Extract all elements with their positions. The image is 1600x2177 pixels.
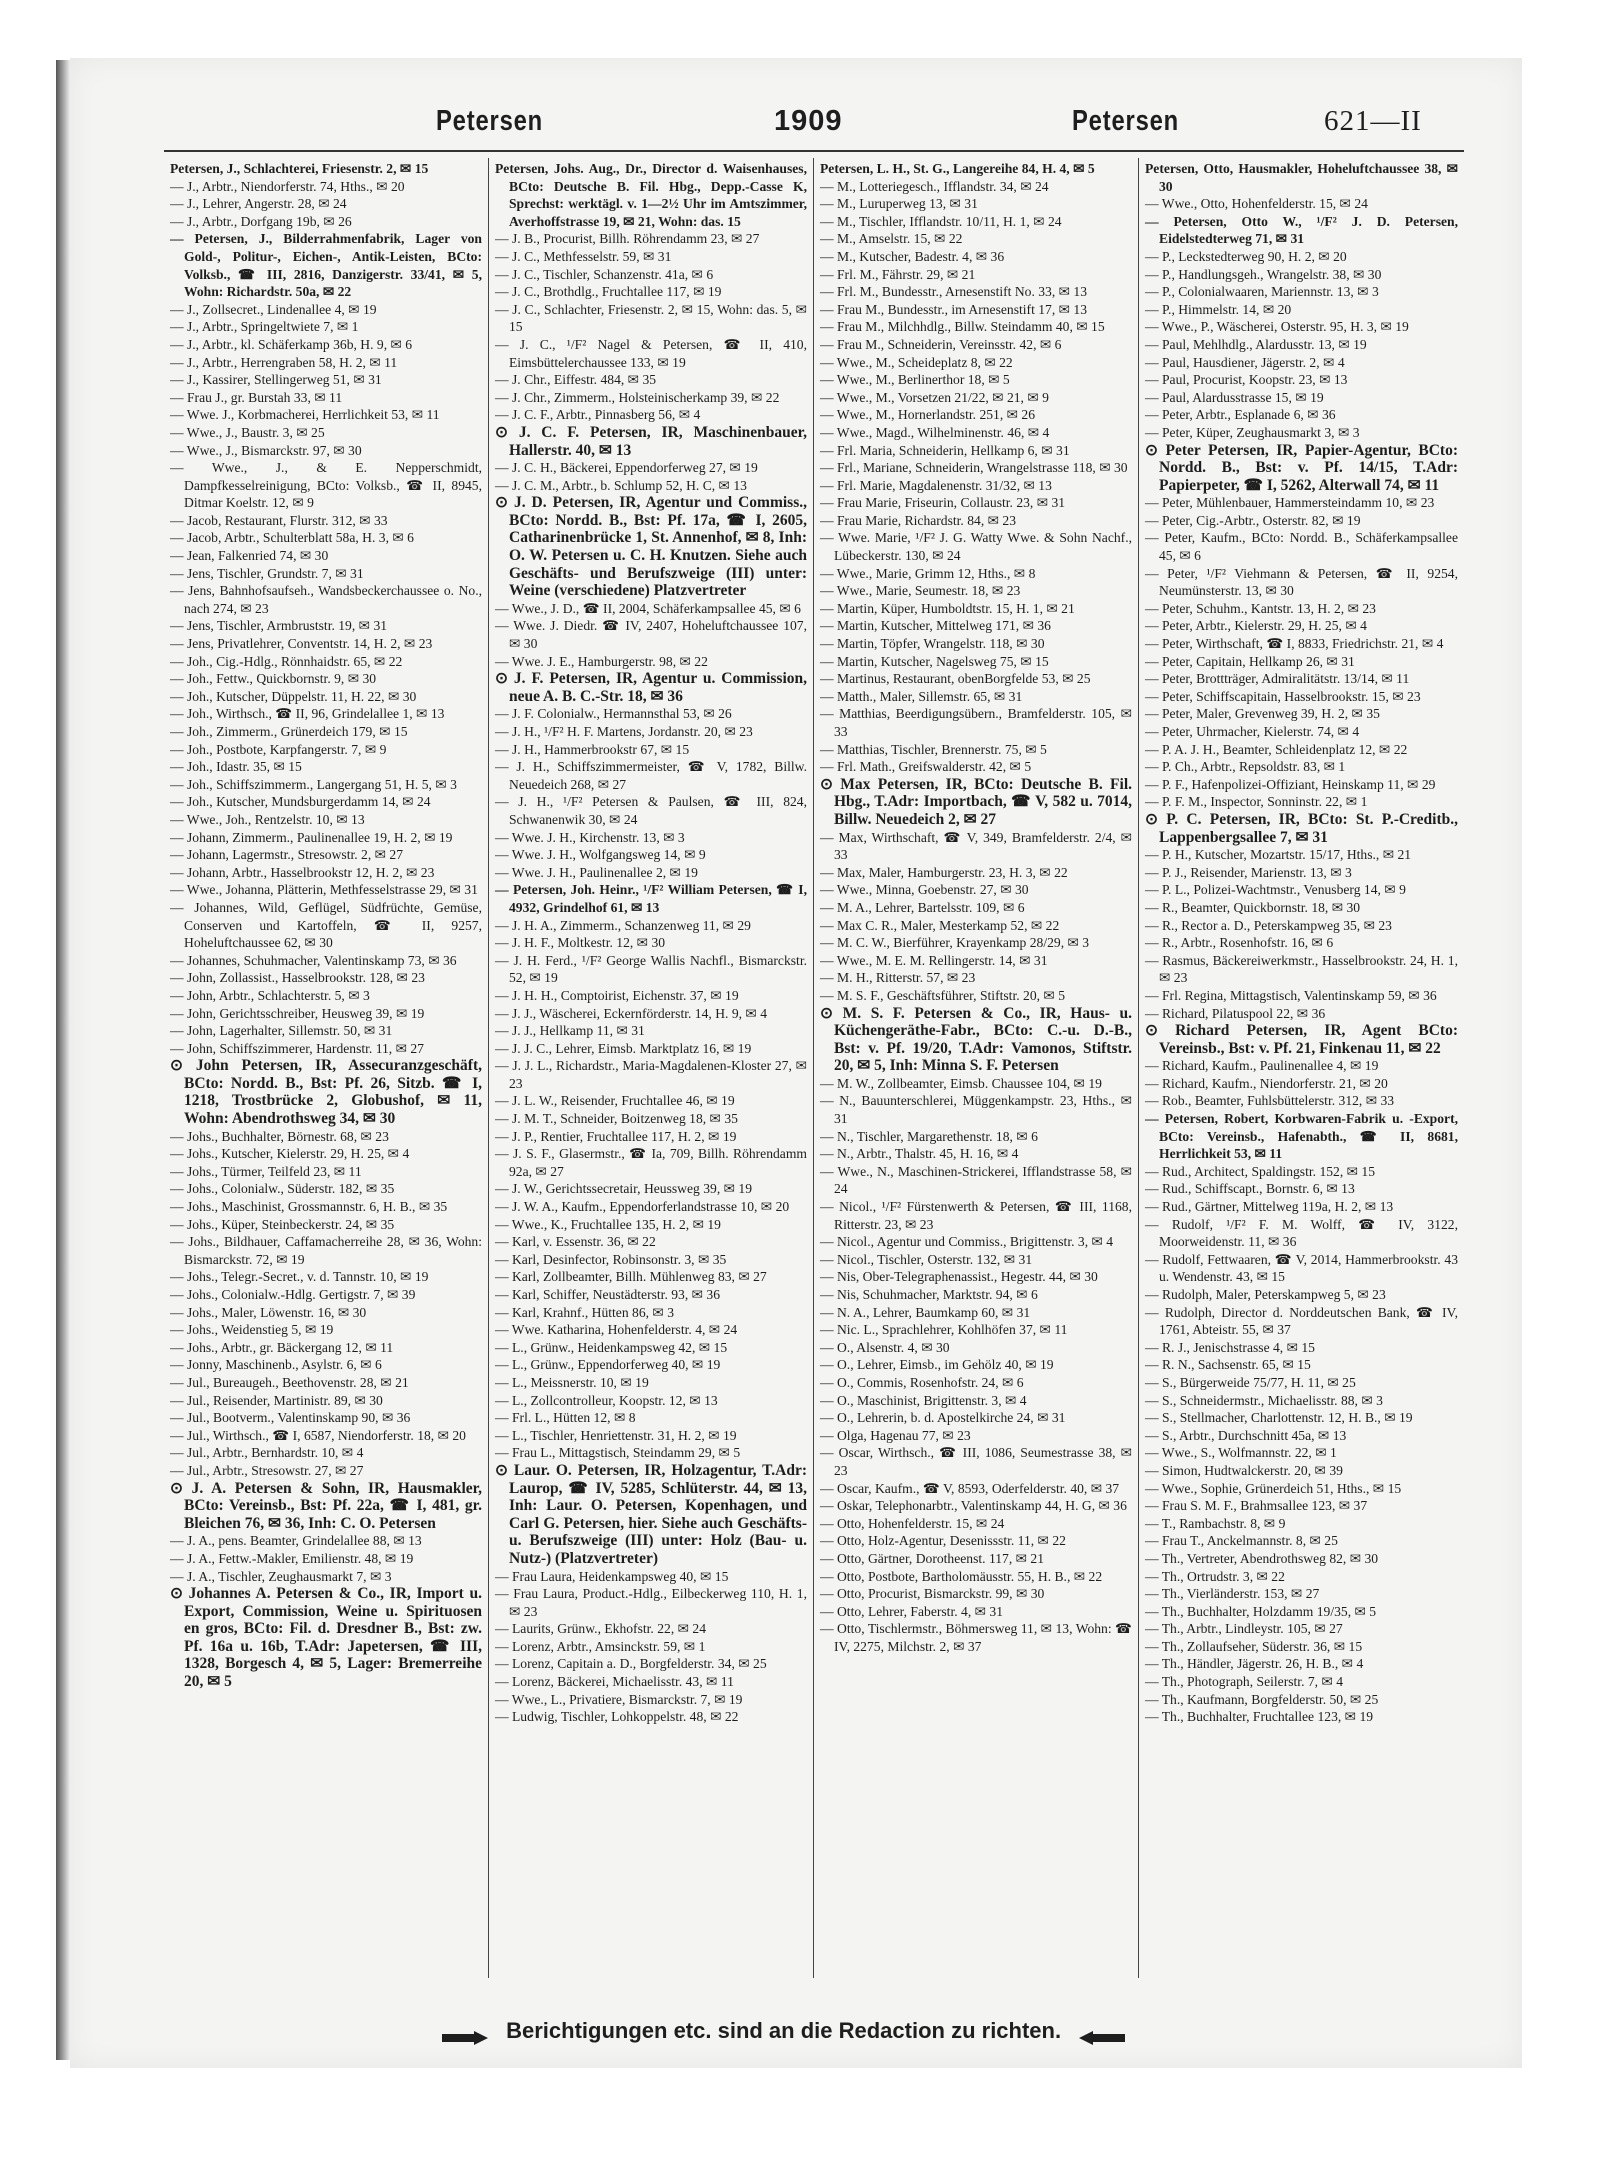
directory-entry: ⊙ Peter Petersen, IR, Papier-Agentur, BCto: Nordd. B., Bst: v. Pf. 14/15, T.Adr: Papierpeter, ☎ I, 5262, Alterwall 74, ✉ 11: [1145, 441, 1458, 494]
directory-entry: — M., Kutscher, Badestr. 4, ✉ 36: [820, 248, 1005, 264]
directory-entry: — J. H. Ferd., ¹/F² George Wallis Nachfl., Bismarckstr. 52, ✉ 19: [495, 952, 807, 986]
directory-entry: — Wwe., K., Fruchtallee 135, H. 2, ✉ 19: [495, 1216, 721, 1232]
directory-entry: — J., Lehrer, Angerstr. 28, ✉ 24: [170, 196, 347, 212]
directory-entry: — R., Arbtr., Rosenhofstr. 16, ✉ 6: [1145, 935, 1334, 951]
directory-entry: — Nicol., Tischler, Osterstr. 132, ✉ 31: [820, 1251, 1033, 1267]
directory-entry: — Rasmus, Bäckereiwerkmstr., Hasselbrookstr. 24, H. 1, ✉ 23: [1145, 952, 1458, 986]
directory-entry: — P. F. M., Inspector, Sonninstr. 22, ✉ 1: [1145, 794, 1368, 810]
directory-entry: — Frl., Mariane, Schneiderin, Wrangelstrasse 118, ✉ 30: [820, 460, 1128, 476]
directory-entry: — N., Arbtr., Thalstr. 45, H. 16, ✉ 4: [820, 1146, 1019, 1162]
directory-entry: — Peter, Arbtr., Kielerstr. 29, H. 25, ✉ 4: [1145, 618, 1367, 634]
directory-entry: — Wwe. Marie, ¹/F² J. G. Watty Wwe. & Sohn Nachf., Lübeckerstr. 130, ✉ 24: [820, 530, 1132, 564]
directory-entry: — Oskar, Telephonarbtr., Valentinskamp 44, H. G, ✉ 36: [820, 1498, 1127, 1514]
directory-entry: — J. B., Procurist, Billh. Röhrendamm 23, ✉ 27: [495, 231, 760, 247]
directory-entry: — Wwe., J., & E. Nepperschmidt, Dampfkesselreinigung, BCto: Volksb., ☎ II, 8945, Ditmar Koelstr. 12, ✉ 9: [170, 460, 482, 511]
directory-entry: — Rudolph, Director d. Norddeutschen Bank, ☎ IV, 1761, Abteistr. 55, ✉ 37: [1145, 1304, 1458, 1338]
directory-entry: — J. A., Fettw.-Makler, Emilienstr. 48, ✉ 19: [170, 1550, 414, 1566]
directory-entry: — Jacob, Restaurant, Flurstr. 312, ✉ 33: [170, 512, 388, 528]
directory-entry: — Joh., Idastr. 35, ✉ 15: [170, 759, 302, 775]
directory-entry: Petersen, L. H., St. G., Langereihe 84, H. 4, ✉ 5: [820, 161, 1095, 176]
directory-entry: — Max C. R., Maler, Mesterkamp 52, ✉ 22: [820, 917, 1060, 933]
directory-entry: — Wwe., Johanna, Plätterin, Methfesselstrasse 29, ✉ 31: [170, 882, 478, 898]
directory-entry: — Th., Zollaufseher, Süderstr. 36, ✉ 15: [1145, 1638, 1363, 1654]
directory-entry: — J. A., pens. Beamter, Grindelallee 88, ✉ 13: [170, 1533, 422, 1549]
directory-entry: — J., Arbtr., Herrengraben 58, H. 2, ✉ 11: [170, 354, 398, 370]
directory-entry: — Matth., Maler, Sillemstr. 65, ✉ 31: [820, 688, 1023, 704]
directory-entry: — Frl. L., Hütten 12, ✉ 8: [495, 1410, 636, 1426]
directory-entry: ⊙ Johannes A. Petersen & Co., IR, Import u. Export, Commission, Weine u. Spirituosen en gros, BCto: Fil. d. Dresdner B., Bst: zw. Pf. 16a u. 16b, T.Adr: Japetersen, ☎ III, 1328, Borgesch 4, ✉ 5, Lager: Bremerreihe 20, ✉ 5: [170, 1585, 482, 1691]
directory-entry: — Jul., Arbtr., Bernhardstr. 10, ✉ 4: [170, 1445, 364, 1461]
directory-entry: — Karl, Schiffer, Neustädterstr. 93, ✉ 36: [495, 1287, 721, 1302]
directory-entry: — J., Arbtr., Niendorferstr. 74, Hths., ✉ 20: [170, 178, 405, 194]
directory-entry: — Wwe., M., Berlinerthor 18, ✉ 5: [820, 372, 1010, 388]
directory-entry: — Frau L., Mittagstisch, Steindamm 29, ✉ 5: [495, 1445, 741, 1461]
directory-entry: — J. Chr., Zimmerm., Holsteinischerkamp 39, ✉ 22: [495, 389, 780, 405]
pointing-hand-right-icon: [440, 2025, 490, 2039]
directory-entry: — Nicol., Agentur und Commiss., Brigittenstr. 3, ✉ 4: [820, 1234, 1114, 1250]
directory-entry: — R. J., Jenischstrasse 4, ✉ 15: [1145, 1339, 1315, 1355]
directory-entry: — Jul., Bureaugeh., Beethovenstr. 28, ✉ 21: [170, 1374, 409, 1390]
directory-entry: — P. L., Polizei-Wachtmstr., Venusberg 14, ✉ 9: [1145, 882, 1406, 898]
directory-entry: Petersen, Johs. Aug., Dr., Director d. Waisenhauses, BCto: Deutsche B. Fil. Hbg., Depp.-Casse K, Sprechst: werktägl. v. 1—2½ Uhr im Amtszimmer, Averhoffstrasse 19, ✉ 21, Wohn: das. 15: [495, 161, 807, 229]
directory-entry: — Wwe., M. E. M. Rellingerstr. 14, ✉ 31: [820, 952, 1048, 968]
directory-entry: — Paul, Hausdiener, Jägerstr. 2, ✉ 4: [1145, 354, 1345, 370]
directory-entry: — Otto, Hohenfelderstr. 15, ✉ 24: [820, 1515, 1005, 1531]
directory-entry: — Jean, Falkenried 74, ✉ 30: [170, 548, 329, 564]
directory-entry: — Th., Photograph, Seilerstr. 7, ✉ 4: [1145, 1674, 1344, 1690]
directory-entry: — Jul., Wirthsch., ☎ I, 6587, Niendorferstr. 18, ✉ 20: [170, 1427, 466, 1443]
directory-entry: — Frau Laura, Heidenkampsweg 40, ✉ 15: [495, 1568, 729, 1584]
directory-entry: — Karl, v. Essenstr. 36, ✉ 22: [495, 1234, 656, 1250]
directory-entry: — J. H. F., Moltkestr. 12, ✉ 30: [495, 935, 666, 951]
directory-column-4: [1139, 158, 1464, 1978]
directory-entry: — J. H. H., Comptoirist, Eichenstr. 37, ✉ 19: [495, 987, 739, 1003]
directory-entry: — Martinus, Restaurant, obenBorgfelde 53, ✉ 25: [820, 671, 1091, 687]
directory-entry: — Frl. M., Fährstr. 29, ✉ 21: [820, 266, 976, 282]
directory-entry: — John, Gerichtsschreiber, Heusweg 39, ✉ 19: [170, 1005, 425, 1021]
directory-entry: — Otto, Holz-Agentur, Desenissstr. 11, ✉ 22: [820, 1533, 1066, 1549]
directory-entry: — Jul., Bootverm., Valentinskamp 90, ✉ 36: [170, 1410, 411, 1426]
directory-entry: — Peter, Schuhm., Kantstr. 13, H. 2, ✉ 23: [1145, 600, 1376, 616]
directory-entry: — Frl. M., Bundesstr., Arnesenstift No. 33, ✉ 13: [820, 284, 1088, 300]
directory-entry: — Frau S. M. F., Brahmsallee 123, ✉ 37: [1145, 1498, 1368, 1514]
directory-entry: — J. J., Hellkamp 11, ✉ 31: [495, 1023, 645, 1039]
directory-entry: — J. W., Gerichtssecretair, Heussweg 39, ✉ 19: [495, 1181, 752, 1197]
directory-entry: — P. J., Reisender, Marienstr. 13, ✉ 3: [1145, 864, 1352, 880]
directory-entry: — J. P., Rentier, Fruchtallee 117, H. 2, ✉ 19: [495, 1128, 737, 1144]
directory-entry: — Ludwig, Tischler, Lohkoppelstr. 48, ✉ 22: [495, 1709, 739, 1725]
directory-entry: — Wwe. J. H., Kirchenstr. 13, ✉ 3: [495, 829, 685, 845]
directory-entry: — Joh., Wirthsch., ☎ II, 96, Grindelallee 1, ✉ 13: [170, 706, 445, 722]
directory-entry: — Johs., Arbtr., gr. Bäckergang 12, ✉ 11: [170, 1339, 394, 1355]
directory-entry: — Petersen, J., Bilderrahmenfabrik, Lager von Gold-, Politur-, Eichen-, Antik-Leisten, BCto: Volksb., ☎ III, 2816, Danzigerstr. 33/41, ✉ 5, Wohn: Richardstr. 50a, ✉ 22: [170, 231, 482, 300]
directory-entry: — Rud., Schiffscapt., Bornstr. 6, ✉ 13: [1145, 1181, 1355, 1197]
directory-entry: — P., Colonialwaaren, Mariennstr. 13, ✉ 3: [1145, 284, 1379, 300]
directory-entry: — Nicol., ¹/F² Fürstenwerth & Petersen, ☎ III, 1168, Ritterstr. 23, ✉ 23: [820, 1199, 1132, 1232]
directory-entry: — Laurits, Grünw., Ekhofstr. 22, ✉ 24: [495, 1621, 706, 1637]
directory-entry: Petersen, J., Schlachterei, Friesenstr. 2, ✉ 15: [170, 161, 429, 176]
directory-entry: — J., Zollsecret., Lindenallee 4, ✉ 19: [170, 301, 377, 317]
directory-entry: — Wwe., P., Wäscherei, Osterstr. 95, H. 3, ✉ 19: [1145, 319, 1409, 335]
directory-entry: — Nic. L., Sprachlehrer, Kohlhöfen 37, ✉ 11: [820, 1322, 1068, 1338]
directory-entry: — Wwe., L., Privatiere, Bismarckstr. 7, ✉ 19: [495, 1691, 743, 1707]
directory-entry: — Wwe., M., Scheideplatz 8, ✉ 22: [820, 354, 1013, 370]
directory-entry: — Peter, Capitain, Hellkamp 26, ✉ 31: [1145, 653, 1355, 669]
directory-entry: — Karl, Desinfector, Robinsonstr. 3, ✉ 35: [495, 1251, 727, 1267]
directory-entry: — Martin, Kutscher, Nagelsweg 75, ✉ 15: [820, 653, 1049, 669]
header-surname-right: Petersen: [1072, 105, 1180, 137]
directory-entry: — S., Arbtr., Durchschnitt 45a, ✉ 13: [1145, 1427, 1347, 1443]
header-surname-left: Petersen: [436, 105, 544, 137]
directory-entry: — Matthias, Beerdigungsübern., Bramfelderstr. 105, ✉ 33: [820, 706, 1132, 739]
directory-entry: — Wwe., J., Baustr. 3, ✉ 25: [170, 424, 325, 440]
directory-entry: — Paul, Procurist, Koopstr. 23, ✉ 13: [1145, 372, 1348, 388]
directory-entry: — Frau Marie, Friseurin, Collaustr. 23, ✉ 31: [820, 495, 1066, 511]
directory-entry: — M. A., Lehrer, Bartelsstr. 109, ✉ 6: [820, 899, 1025, 915]
directory-entry: — S., Stellmacher, Charlottenstr. 12, H. B., ✉ 19: [1145, 1410, 1413, 1426]
directory-entry: — Peter, Schiffscapitain, Hasselbrookstr. 15, ✉ 23: [1145, 688, 1421, 704]
directory-entry: — Joh., Cig.-Hdlg., Rönnhaidstr. 65, ✉ 22: [170, 653, 403, 669]
directory-entry: — J. L. W., Reisender, Fruchtallee 46, ✉ 19: [495, 1093, 735, 1109]
directory-entry: — Richard, Kaufm., Niendorferstr. 21, ✉ 20: [1145, 1075, 1388, 1091]
directory-entry: — Simon, Hudtwalckerstr. 20, ✉ 39: [1145, 1462, 1343, 1478]
directory-entry: — Frl. Math., Greifswalderstr. 42, ✉ 5: [820, 759, 1032, 775]
directory-entry: — Th., Buchhalter, Holzdamm 19/35, ✉ 5: [1145, 1603, 1377, 1619]
directory-entry: — Wwe., Joh., Rentzelstr. 10, ✉ 13: [170, 811, 365, 827]
directory-entry: — Johann, Lagermstr., Stresowstr. 2, ✉ 27: [170, 847, 404, 863]
directory-entry: — Johs., Maschinist, Grossmannstr. 6, H. B., ✉ 35: [170, 1199, 448, 1215]
directory-entry: — Nis, Ober-Telegraphenassist., Hegestr. 44, ✉ 30: [820, 1269, 1098, 1285]
directory-entry: — J. C. H., Bäckerei, Eppendorferweg 27, ✉ 19: [495, 460, 758, 476]
directory-entry: — Peter, Maler, Grevenweg 39, H. 2, ✉ 35: [1145, 706, 1380, 722]
directory-entry: ⊙ Max Petersen, IR, BCto: Deutsche B. Fil. Hbg., T.Adr: Importbach, ☎ V, 582 u. 7014, Billw. Neuedeich 2, ✉ 27: [820, 775, 1132, 828]
directory-entry: — Joh., Postbote, Karpfangerstr. 7, ✉ 9: [170, 741, 387, 757]
directory-entry: — Otto, Lehrer, Faberstr. 4, ✉ 31: [820, 1603, 1003, 1619]
directory-entry: — Johs., Maler, Löwenstr. 16, ✉ 30: [170, 1304, 367, 1320]
directory-entry: — Jonny, Maschinenb., Asylstr. 6, ✉ 6: [170, 1357, 382, 1373]
directory-entry: — Wwe. J. H., Wolfgangsweg 14, ✉ 9: [495, 847, 706, 863]
directory-entry: — Johs., Küper, Steinbeckerstr. 24, ✉ 35: [170, 1216, 395, 1232]
directory-entry: — Frau M., Schneiderin, Vereinsstr. 42, ✉ 6: [820, 336, 1062, 352]
directory-entry: — Wwe., M., Hornerlandstr. 251, ✉ 26: [820, 407, 1036, 423]
directory-column-1: [164, 158, 489, 1978]
directory-entry: — P., Handlungsgeh., Wrangelstr. 38, ✉ 30: [1145, 266, 1382, 282]
directory-entry: — Wwe. Katharina, Hohenfelderstr. 4, ✉ 24: [495, 1322, 738, 1338]
directory-entry: — P. F., Hafenpolizei-Offiziant, Heinskamp 11, ✉ 29: [1145, 776, 1436, 792]
directory-entry: — Rud., Architect, Spaldingstr. 152, ✉ 15: [1145, 1163, 1376, 1179]
directory-entry: — Peter, Uhrmacher, Kielerstr. 74, ✉ 4: [1145, 724, 1360, 739]
directory-entry: — Petersen, Joh. Heinr., ¹/F² William Petersen, ☎ I, 4932, Grindelhof 61, ✉ 13: [495, 882, 807, 915]
directory-entry: — J. C., Brothdlg., Fruchtallee 117, ✉ 19: [495, 284, 722, 300]
directory-columns: [164, 158, 1464, 1978]
directory-entry: — Johs., Buchhalter, Börnestr. 68, ✉ 23: [170, 1128, 389, 1144]
directory-entry: — Johann, Arbtr., Hasselbrookstr 12, H. 2, ✉ 23: [170, 864, 435, 880]
footer-notice: Berichtigungen etc. sind an die Redaction zu richten.: [506, 2018, 1062, 2043]
directory-entry: — O., Commis, Rosenhofstr. 24, ✉ 6: [820, 1374, 1024, 1390]
directory-entry: — O., Alsenstr. 4, ✉ 30: [820, 1339, 950, 1355]
directory-entry: — J. C., ¹/F² Nagel & Petersen, ☎ II, 410, Eimsbüttelerchaussee 133, ✉ 19: [495, 336, 807, 370]
directory-entry: — Matthias, Tischler, Brennerstr. 75, ✉ 5: [820, 741, 1047, 757]
directory-entry: — Th., Arbtr., Lindleystr. 105, ✉ 27: [1145, 1621, 1343, 1637]
directory-entry: — Johannes, Schuhmacher, Valentinskamp 73, ✉ 36: [170, 952, 457, 968]
directory-entry: — Wwe., N., Maschinen-Strickerei, Ifflandstrasse 58, ✉ 24: [820, 1163, 1132, 1197]
directory-entry: — Lorenz, Bäckerei, Michaelisstr. 43, ✉ 11: [495, 1674, 734, 1690]
directory-entry: ⊙ J. C. F. Petersen, IR, Maschinenbauer, Hallerstr. 40, ✉ 13: [495, 423, 807, 459]
directory-entry: — Frau M., Milchhdlg., Billw. Steindamm 40, ✉ 15: [820, 319, 1105, 335]
directory-entry: — Peter, Brottträger, Admiralitätstr. 13/14, ✉ 11: [1145, 671, 1410, 687]
directory-entry: — T., Rambachstr. 8, ✉ 9: [1145, 1515, 1286, 1531]
directory-entry: — Max, Wirthschaft, ☎ V, 349, Bramfelderstr. 2/4, ✉ 33: [820, 829, 1132, 863]
directory-entry: — Frl. Maria, Schneiderin, Hellkamp 6, ✉ 31: [820, 442, 1070, 458]
directory-entry: — Peter, Küper, Zeughausmarkt 3, ✉ 3: [1145, 424, 1360, 440]
directory-entry: — Joh., Kutscher, Mundsburgerdamm 14, ✉ 24: [170, 794, 431, 810]
directory-entry: — Petersen, Robert, Korbwaren-Fabrik u. -Export, BCto: Vereinsb., Hafenabth., ☎ II, 8681, Herrlichkeit 53, ✉ 11: [1145, 1111, 1458, 1162]
directory-entry: — Wwe., J., Bismarckstr. 97, ✉ 30: [170, 442, 362, 458]
directory-entry: — J. C. F., Arbtr., Pinnasberg 56, ✉ 4: [495, 407, 701, 423]
directory-entry: — Wwe., Marie, Grimm 12, Hths., ✉ 8: [820, 565, 1036, 581]
directory-entry: — Martin, Töpfer, Wrangelstr. 118, ✉ 30: [820, 636, 1045, 652]
directory-entry: — Karl, Zollbeamter, Billh. Mühlenweg 83, ✉ 27: [495, 1269, 767, 1285]
directory-entry: — J. H., Hammerbrookstr 67, ✉ 15: [495, 741, 690, 757]
directory-entry: — Peter, Cig.-Arbtr., Osterstr. 82, ✉ 19: [1145, 512, 1361, 528]
directory-entry: — Peter, Arbtr., Esplanade 6, ✉ 36: [1145, 407, 1336, 423]
directory-entry: — N., Bauunterschlerei, Müggenkampstr. 23, Hths., ✉ 31: [820, 1093, 1132, 1127]
directory-entry: — Martin, Küper, Humboldtstr. 15, H. 1, ✉ 21: [820, 600, 1075, 616]
directory-entry: — J., Arbtr., kl. Schäferkamp 36b, H. 9, ✉ 6: [170, 336, 413, 352]
directory-entry: — M., Luruperweg 13, ✉ 31: [820, 196, 978, 212]
directory-entry: — John, Lagerhalter, Sillemstr. 50, ✉ 31: [170, 1023, 393, 1039]
directory-entry: — Peter, ¹/F² Viehmann & Petersen, ☎ II, 9254, Neumünsterstr. 13, ✉ 30: [1145, 565, 1458, 599]
directory-entry: — Wwe. J. Diedr. ☎ IV, 2407, Hoheluftchaussee 107, ✉ 30: [495, 618, 807, 652]
directory-entry: — Jul., Reisender, Martinistr. 89, ✉ 30: [170, 1392, 383, 1408]
directory-entry: — Rob., Beamter, Fuhlsbüttelerstr. 312, ✉ 33: [1145, 1093, 1395, 1109]
directory-entry: — J. M. T., Schneider, Boitzenweg 18, ✉ 35: [495, 1111, 738, 1127]
directory-entry: ⊙ Richard Petersen, IR, Agent BCto: Vereinsb., Bst: v. Pf. 21, Finkenau 11, ✉ 22: [1145, 1022, 1458, 1057]
directory-entry: — Lorenz, Arbtr., Amsinckstr. 59, ✉ 1: [495, 1638, 706, 1654]
directory-entry: — Johs., Colonialw.-Hdlg. Gertigstr. 7, ✉ 39: [170, 1287, 416, 1302]
directory-entry: — Th., Kaufmann, Borgfelderstr. 50, ✉ 25: [1145, 1691, 1379, 1707]
directory-entry: — Wwe., Otto, Hohenfelderstr. 15, ✉ 24: [1145, 196, 1368, 212]
directory-entry: — S., Schneidermstr., Michaelisstr. 88, ✉ 3: [1145, 1392, 1383, 1408]
directory-entry: — Peter, Mühlenbauer, Hammersteindamm 10, ✉ 23: [1145, 495, 1435, 511]
directory-entry: — S., Bürgerweide 75/77, H. 11, ✉ 25: [1145, 1374, 1356, 1390]
directory-entry: — Johs., Weidenstieg 5, ✉ 19: [170, 1322, 334, 1338]
directory-entry: — R. N., Sachsenstr. 65, ✉ 15: [1145, 1357, 1311, 1373]
directory-entry: — Rudolph, Maler, Peterskampweg 5, ✉ 23: [1145, 1287, 1386, 1302]
directory-entry: — Wwe., J. D., ☎ II, 2004, Schäferkampsallee 45, ✉ 6: [495, 600, 801, 616]
directory-entry: — P. Ch., Arbtr., Repsoldstr. 83, ✉ 1: [1145, 759, 1346, 775]
directory-entry: — Lorenz, Capitain a. D., Borgfelderstr. 34, ✉ 25: [495, 1656, 767, 1672]
directory-entry: — J. F. Colonialw., Hermannsthal 53, ✉ 26: [495, 706, 732, 722]
directory-entry: — R., Beamter, Quickbornstr. 18, ✉ 30: [1145, 899, 1361, 915]
directory-entry: — Joh., Kutscher, Düppelstr. 11, H. 22, ✉ 30: [170, 688, 417, 704]
directory-entry: — Johann, Zimmerm., Paulinenallee 19, H. 2, ✉ 19: [170, 829, 453, 845]
directory-entry: — O., Maschinist, Brigittenstr. 3, ✉ 4: [820, 1392, 1027, 1408]
directory-entry: — Johs., Bildhauer, Caffamacherreihe 28, ✉ 36, Wohn: Bismarckstr. 72, ✉ 19: [170, 1234, 482, 1267]
directory-entry: — Jens, Privatlehrer, Conventstr. 14, H. 2, ✉ 23: [170, 636, 433, 652]
directory-entry: — Frau J., gr. Burstah 33, ✉ 11: [170, 389, 343, 405]
directory-entry: — Johs., Telegr.-Secret., v. d. Tannstr. 10, ✉ 19: [170, 1269, 429, 1285]
directory-entry: — J. C., Schlachter, Friesenstr. 2, ✉ 15, Wohn: das. 5, ✉ 15: [495, 301, 807, 335]
directory-entry: ⊙ J. A. Petersen & Sohn, IR, Hausmakler, BCto: Vereinsb., Bst: Pf. 22a, ☎ I, 481, gr. Bleichen 76, ✉ 36, Inh: C. O. Petersen: [170, 1479, 482, 1532]
directory-entry: — J. H., Schiffszimmermeister, ☎ V, 1782, Billw. Neuedeich 268, ✉ 27: [495, 759, 807, 792]
directory-entry: — M. W., Zollbeamter, Eimsb. Chaussee 104, ✉ 19: [820, 1075, 1102, 1091]
directory-entry: — Martin, Kutscher, Mittelweg 171, ✉ 36: [820, 618, 1051, 634]
page-header: [160, 105, 1460, 153]
directory-entry: — Th., Vertreter, Abendrothsweg 82, ✉ 30: [1145, 1550, 1379, 1566]
directory-entry: — J. Chr., Eiffestr. 484, ✉ 35: [495, 372, 657, 388]
directory-entry: — Th., Händler, Jägerstr. 26, H. B., ✉ 4: [1145, 1656, 1364, 1672]
directory-column-2: [489, 158, 814, 1978]
directory-entry: — Otto, Tischlermstr., Böhmersweg 11, ✉ 13, Wohn: ☎ IV, 2275, Milchstr. 2, ✉ 37: [820, 1621, 1132, 1654]
directory-entry: — Wwe., Sophie, Grünerdeich 51, Hths., ✉ 15: [1145, 1480, 1402, 1496]
directory-entry: — Jul., Arbtr., Stresowstr. 27, ✉ 27: [170, 1462, 364, 1478]
directory-entry: — J. J. C., Lehrer, Eimsb. Marktplatz 16, ✉ 19: [495, 1040, 752, 1056]
directory-entry: — P., Leckstedterweg 90, H. 2, ✉ 20: [1145, 248, 1347, 264]
directory-entry: — Wwe. J. H., Paulinenallee 2, ✉ 19: [495, 864, 698, 880]
directory-entry: — Th., Vierländerstr. 153, ✉ 27: [1145, 1586, 1320, 1602]
directory-entry: — L., Zollcontrolleur, Koopstr. 12, ✉ 13: [495, 1392, 718, 1408]
directory-entry: — Richard, Pilatuspool 22, ✉ 36: [1145, 1005, 1326, 1021]
directory-entry: — Oscar, Wirthsch., ☎ III, 1086, Seumestrasse 38, ✉ 23: [820, 1445, 1132, 1478]
directory-entry: — Frau T., Anckelmannstr. 8, ✉ 25: [1145, 1533, 1338, 1549]
directory-entry: — Petersen, Otto W., ¹/F² J. D. Petersen, Eidelstedterweg 71, ✉ 31: [1145, 213, 1458, 247]
directory-entry: — Jens, Tischler, Armbruststr. 19, ✉ 31: [170, 618, 388, 634]
directory-entry: — Johs., Colonialw., Süderstr. 182, ✉ 35: [170, 1181, 395, 1197]
directory-entry: — Otto, Procurist, Bismarckstr. 99, ✉ 30: [820, 1586, 1045, 1602]
directory-entry: — J., Kassirer, Stellingerweg 51, ✉ 31: [170, 372, 382, 388]
directory-entry: — J. W. A., Kaufm., Eppendorferlandstrasse 10, ✉ 20: [495, 1199, 790, 1215]
directory-column-3: [814, 158, 1139, 1978]
directory-entry: — N., Tischler, Margarethenstr. 18, ✉ 6: [820, 1128, 1038, 1144]
directory-entry: — Wwe., S., Wolfmannstr. 22, ✉ 1: [1145, 1445, 1337, 1461]
directory-entry: — M. C. W., Bierführer, Krayenkamp 28/29, ✉ 3: [820, 935, 1090, 951]
header-page-number: 621—II: [1324, 105, 1422, 137]
directory-entry: — M. H., Ritterstr. 57, ✉ 23: [820, 970, 976, 986]
directory-entry: — Th., Ortrudstr. 3, ✉ 22: [1145, 1568, 1285, 1584]
directory-entry: — Johannes, Wild, Geflügel, Südfrüchte, Gemüse, Conserven und Kartoffeln, ☎ II, 9257, Hoheluftchaussee 62, ✉ 30: [170, 899, 482, 951]
directory-entry: — O., Lehrer, Eimsb., im Gehölz 40, ✉ 19: [820, 1357, 1054, 1373]
directory-entry: — Jens, Bahnhofsaufseh., Wandsbeckerchaussee o. No., nach 274, ✉ 23: [170, 583, 482, 616]
directory-entry: — John, Zollassist., Hasselbrookstr. 128, ✉ 23: [170, 970, 425, 986]
directory-entry: — N. A., Lehrer, Baumkamp 60, ✉ 31: [820, 1304, 1031, 1320]
directory-entry: — Joh., Schiffszimmerm., Langergang 51, H. 5, ✉ 3: [170, 776, 457, 792]
directory-entry: — Frau Marie, Richardstr. 84, ✉ 23: [820, 512, 1017, 528]
directory-entry: — Joh., Fettw., Quickbornstr. 9, ✉ 30: [170, 671, 377, 687]
directory-entry: — Max, Maler, Hamburgerstr. 23, H. 3, ✉ 22: [820, 864, 1068, 880]
directory-entry: — L., Grünw., Eppendorferweg 40, ✉ 19: [495, 1357, 721, 1373]
directory-entry: — Th., Buchhalter, Fruchtallee 123, ✉ 19: [1145, 1709, 1374, 1725]
directory-entry: — Peter, Kaufm., BCto: Nordd. B., Schäferkampsallee 45, ✉ 6: [1145, 530, 1458, 564]
directory-entry: — J. J. L., Richardstr., Maria-Magdalenen-Kloster 27, ✉ 23: [495, 1058, 807, 1091]
directory-entry: — Joh., Zimmerm., Grünerdeich 179, ✉ 15: [170, 724, 408, 739]
directory-entry: — Rudolf, Fettwaaren, ☎ V, 2014, Hammerbrookstr. 43 u. Wendenstr. 43, ✉ 15: [1145, 1251, 1458, 1285]
directory-entry: — Frl. Marie, Magdalenenstr. 31/32, ✉ 13: [820, 477, 1052, 493]
directory-entry: ⊙ John Petersen, IR, Assecuranzgeschäft, BCto: Nordd. B., Bst: Pf. 26, Sitzb. ☎ I, 1218, Trostbrücke 2, Globushof, ✉ 11, Wohn: Abendrothsweg 34, ✉ 30: [170, 1057, 482, 1128]
directory-entry: — J., Arbtr., Dorfgang 19b, ✉ 26: [170, 213, 352, 229]
directory-entry: — P. H., Kutscher, Mozartstr. 15/17, Hths., ✉ 21: [1145, 847, 1412, 863]
directory-entry: — Wwe., Magd., Wilhelminenstr. 46, ✉ 4: [820, 424, 1050, 440]
directory-entry: Petersen, Otto, Hausmakler, Hoheluftchaussee 38, ✉ 30: [1145, 161, 1458, 194]
directory-entry: — Wwe., M., Vorsetzen 21/22, ✉ 21, ✉ 9: [820, 389, 1049, 405]
directory-entry: — R., Rector a. D., Peterskampweg 35, ✉ 23: [1145, 917, 1392, 933]
directory-entry: ⊙ J. D. Petersen, IR, Agentur und Commiss., BCto: Nordd. B., Bst: Pf. 17a, ☎ I, 2605, Catharinenbrücke 1, St. Annenhof, ✉ 8, Inh: O. W. Petersen u. C. H. Knutzen. Siehe auch Geschäfts- und Berufszweige (III) unter: Weine (verschiedene) Platzvertreter: [495, 494, 807, 600]
directory-entry: — M. S. F., Geschäftsführer, Stiftstr. 20, ✉ 5: [820, 987, 1065, 1003]
directory-entry: — J. C., Methfesselstr. 59, ✉ 31: [495, 248, 672, 264]
directory-entry: — John, Schiffszimmerer, Hardenstr. 11, ✉ 27: [170, 1040, 424, 1056]
directory-entry: — Paul, Alardusstrasse 15, ✉ 19: [1145, 389, 1324, 405]
directory-entry: — J. C., Tischler, Schanzenstr. 41a, ✉ 6: [495, 266, 714, 282]
directory-entry: — Jens, Tischler, Grundstr. 7, ✉ 31: [170, 565, 364, 581]
binding-edge: [56, 60, 70, 2060]
directory-entry: — L., Meissnerstr. 10, ✉ 19: [495, 1374, 649, 1390]
directory-entry: — Johs., Kutscher, Kielerstr. 29, H. 25, ✉ 4: [170, 1146, 410, 1162]
directory-entry: — M., Amselstr. 15, ✉ 22: [820, 231, 963, 247]
directory-entry: — Wwe. J. E., Hamburgerstr. 98, ✉ 22: [495, 653, 708, 669]
directory-entry: — Oscar, Kaufm., ☎ V, 8593, Oderfelderstr. 40, ✉ 37: [820, 1480, 1120, 1496]
directory-entry: — Rud., Gärtner, Mittelweg 119a, H. 2, ✉ 13: [1145, 1199, 1394, 1215]
directory-entry: — Jacob, Arbtr., Schulterblatt 58a, H. 3, ✉ 6: [170, 530, 414, 546]
directory-entry: — O., Lehrerin, b. d. Apostelkirche 24, ✉ 31: [820, 1410, 1066, 1426]
directory-entry: — J., Arbtr., Springeltwiete 7, ✉ 1: [170, 319, 359, 335]
directory-entry: — Johs., Türmer, Teilfeld 23, ✉ 11: [170, 1163, 362, 1179]
page-footer: [440, 2018, 1340, 2054]
directory-entry: — J. H. A., Zimmerm., Schanzenweg 11, ✉ 29: [495, 917, 751, 933]
directory-entry: — P. A. J. H., Beamter, Schleidenplatz 12, ✉ 22: [1145, 741, 1408, 757]
directory-entry: — P., Himmelstr. 14, ✉ 20: [1145, 301, 1292, 317]
directory-entry: ⊙ J. F. Petersen, IR, Agentur u. Commission, neue A. B. C.-Str. 18, ✉ 36: [495, 670, 807, 705]
pointing-hand-left-icon: [1077, 2025, 1127, 2039]
directory-entry: — J. C. M., Arbtr., b. Schlump 52, H. C, ✉ 13: [495, 477, 747, 493]
directory-entry: — J. H., ¹/F² Petersen & Paulsen, ☎ III, 824, Schwanenwik 30, ✉ 24: [495, 794, 807, 827]
header-rule: [164, 150, 1464, 152]
directory-entry: — Frau Laura, Product.-Hdlg., Eilbeckerweg 110, H. 1, ✉ 23: [495, 1586, 807, 1619]
directory-entry: — Paul, Mehlhdlg., Alardusstr. 13, ✉ 19: [1145, 336, 1367, 352]
directory-entry: ⊙ P. C. Petersen, IR, BCto: St. P.-Creditb., Lappenbergsallee 7, ✉ 31: [1145, 810, 1458, 846]
directory-entry: — J. A., Tischler, Zeughausmarkt 7, ✉ 3: [170, 1568, 392, 1584]
directory-entry: — Karl, Krahnf., Hütten 86, ✉ 3: [495, 1304, 675, 1320]
directory-entry: — J. S. F., Glasermstr., ☎ Ia, 709, Billh. Röhrendamm 92a, ✉ 27: [495, 1146, 807, 1179]
directory-entry: — Rudolf, ¹/F² F. M. Wolff, ☎ IV, 3122, Moorweidenstr. 11, ✉ 36: [1145, 1216, 1458, 1250]
directory-entry: ⊙ M. S. F. Petersen & Co., IR, Haus- u. Küchengeräthe-Fabr., BCto: C.-u. D.-B., Bst: v. Pf. 19/20, T.Adr: Vamonos, Stiftstr. 20, ✉ 5, Inh: Minna S. F. Petersen: [820, 1004, 1132, 1075]
directory-entry: — Frau M., Bundesstr., im Arnesenstift 17, ✉ 13: [820, 301, 1088, 317]
directory-entry: — Nis, Schuhmacher, Marktstr. 94, ✉ 6: [820, 1287, 1038, 1302]
directory-entry: — Otto, Postbote, Bartholomäusstr. 55, H. B., ✉ 22: [820, 1568, 1103, 1584]
directory-entry: — John, Arbtr., Schlachterstr. 5, ✉ 3: [170, 987, 370, 1003]
directory-entry: — Wwe., Marie, Seumestr. 18, ✉ 23: [820, 583, 1021, 599]
directory-entry: — Otto, Gärtner, Dorotheenst. 117, ✉ 21: [820, 1550, 1045, 1566]
directory-entry: — Peter, Wirthschaft, ☎ I, 8833, Friedrichstr. 21, ✉ 4: [1145, 636, 1444, 652]
directory-entry: — Frl. Regina, Mittagstisch, Valentinskamp 59, ✉ 36: [1145, 987, 1437, 1003]
directory-entry: — Richard, Kaufm., Paulinenallee 4, ✉ 19: [1145, 1058, 1379, 1074]
directory-entry: — Wwe., Minna, Goebenstr. 27, ✉ 30: [820, 882, 1029, 898]
directory-entry: — M., Lotteriegesch., Ifflandstr. 34, ✉ 24: [820, 178, 1049, 194]
directory-entry: — Olga, Hagenau 77, ✉ 23: [820, 1427, 971, 1443]
directory-entry: — J. H., ¹/F² H. F. Martens, Jordanstr. 20, ✉ 23: [495, 724, 753, 739]
header-year: 1909: [774, 105, 843, 137]
directory-entry: — J. J., Wäscherei, Eckernförderstr. 14, H. 9, ✉ 4: [495, 1005, 767, 1021]
directory-entry: — L., Grünw., Heidenkampsweg 42, ✉ 15: [495, 1339, 728, 1355]
directory-entry: — M., Tischler, Ifflandstr. 10/11, H. 1, ✉ 24: [820, 213, 1062, 229]
directory-entry: ⊙ Laur. O. Petersen, IR, Holzagentur, T.Adr: Laurop, ☎ IV, 5285, Schlüterstr. 44, ✉ 13, Inh: Laur. O. Petersen, Kopenhagen, und Carl G. Petersen, hier. Siehe auch Geschäfts- u. Berufszweige (III) unter: Holz (Bau- u. Nutz-) (Platzvertreter): [495, 1461, 807, 1567]
directory-entry: — Wwe. J., Korbmacherei, Herrlichkeit 53, ✉ 11: [170, 407, 440, 423]
directory-entry: — L., Tischler, Henriettenstr. 31, H. 2, ✉ 19: [495, 1427, 737, 1443]
